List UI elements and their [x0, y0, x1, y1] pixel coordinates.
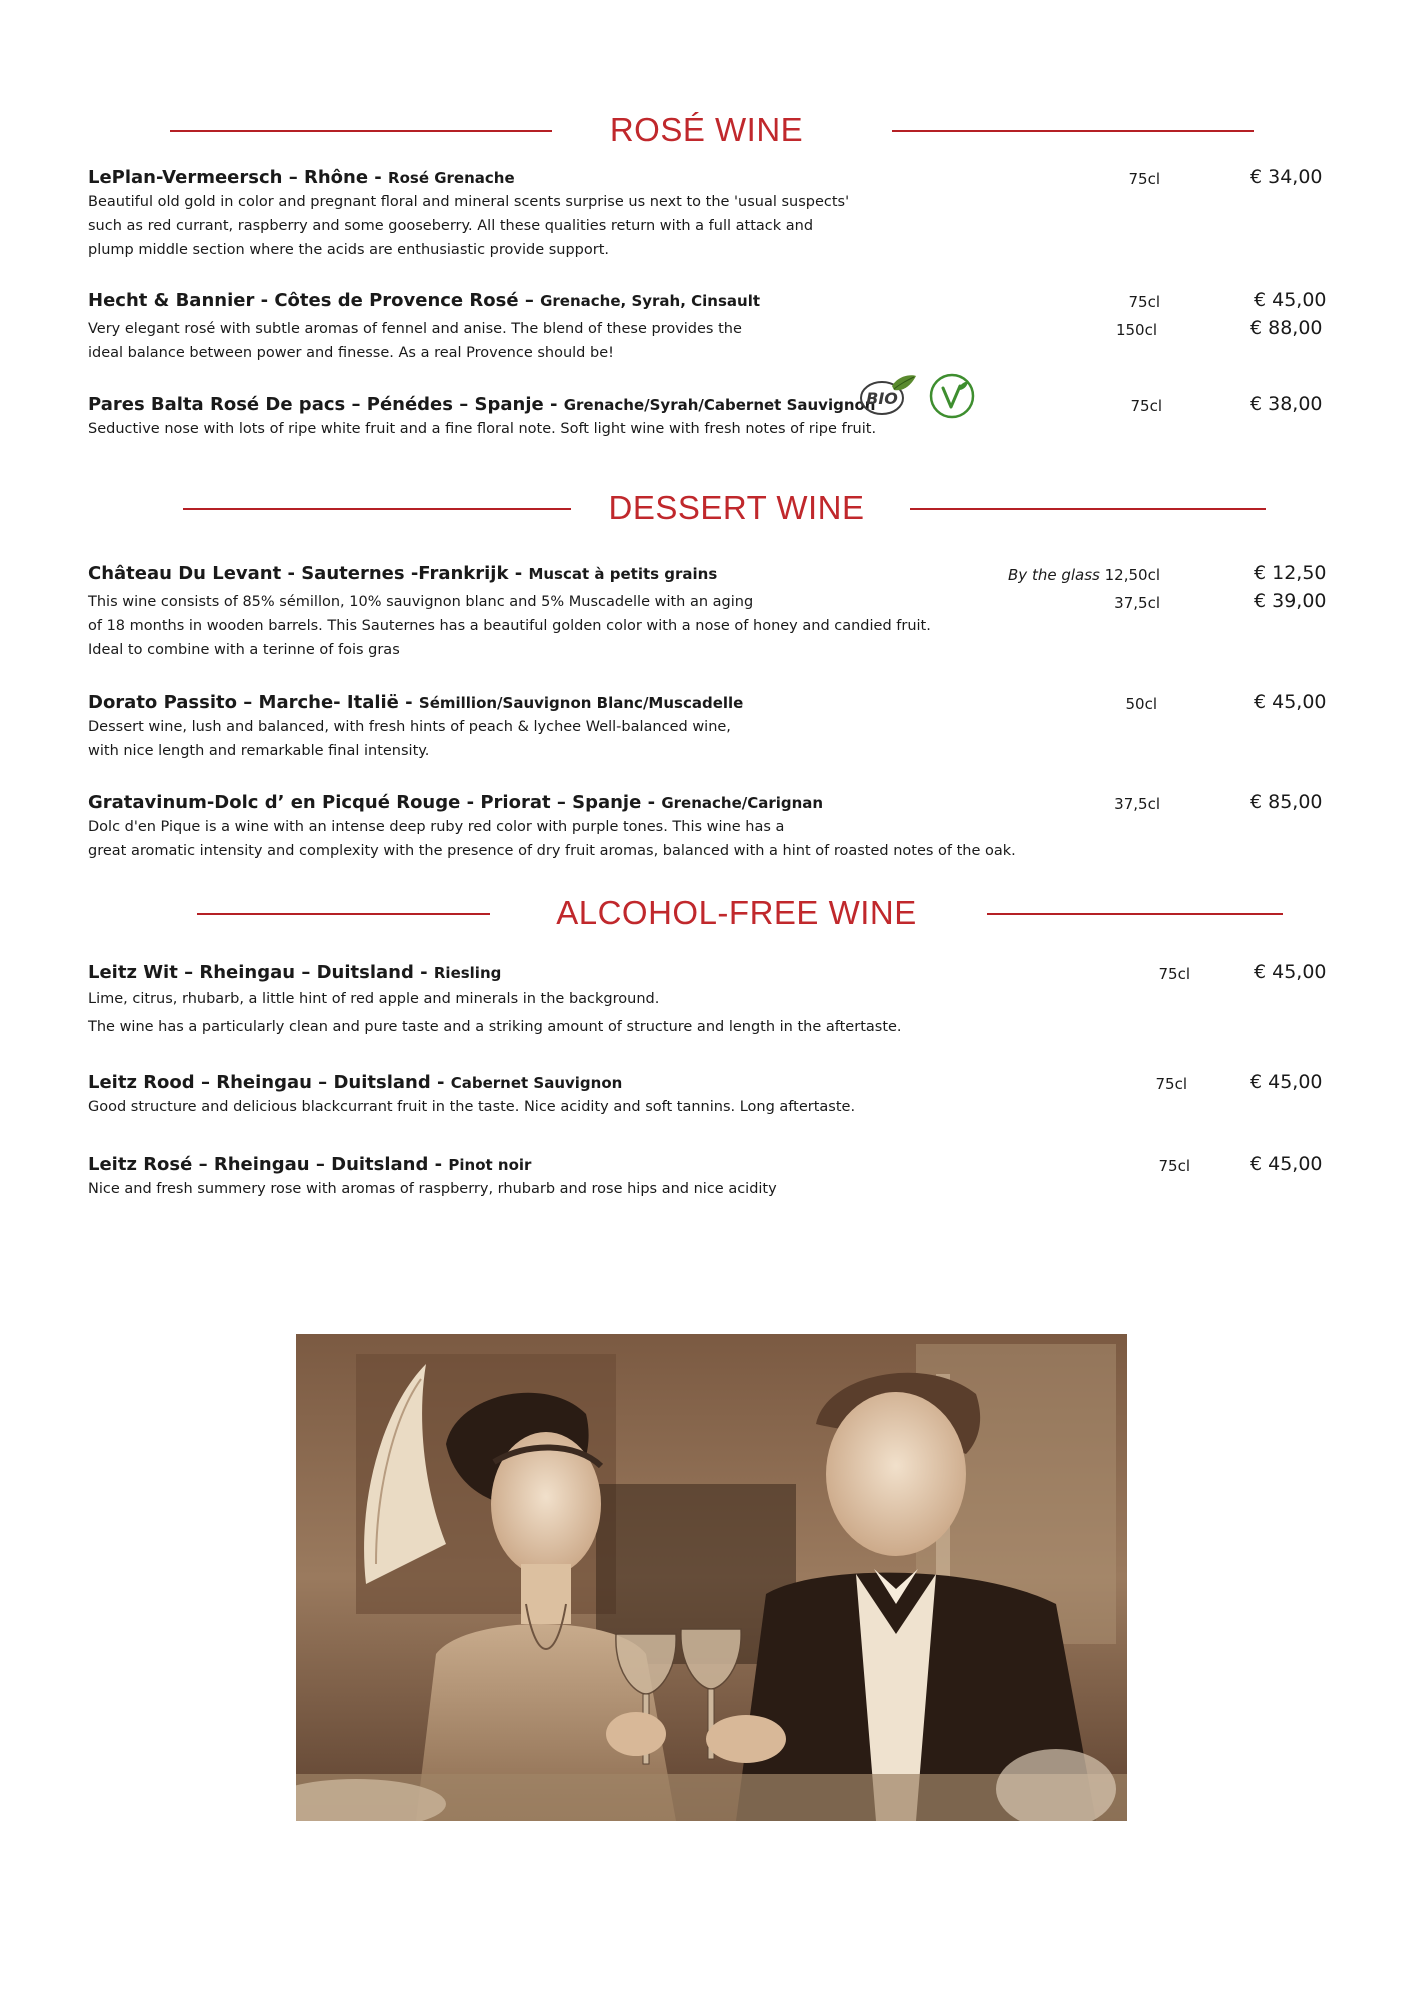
section-title-rose: ROSÉ WINE	[609, 111, 804, 148]
wine-grape: Riesling	[433, 964, 502, 982]
wine-grape: Grenache/Syrah/Cabernet Sauvignon	[563, 396, 876, 414]
wine-price: € 85,00	[1250, 791, 1323, 813]
section-title-alcohol-free: ALCOHOL-FREE WINE	[556, 894, 917, 931]
wine-name: Leitz Wit – Rheingau – Duitsland -	[88, 962, 434, 983]
vintage-couple-toast-photo	[296, 1334, 1127, 1821]
wine-description: Very elegant rosé with subtle aromas of fennel and anise. The blend of these provides the ideal balance between power and finesse. As a real Provence should be!	[88, 321, 742, 361]
wine-name: Leitz Rosé – Rheingau – Duitsland -	[88, 1154, 449, 1175]
wine-size: 37,5cl	[1114, 795, 1160, 813]
bio-leaf-icon	[858, 372, 918, 418]
by-the-glass-label: By the glass	[1008, 566, 1100, 584]
wine-size-glass: By the glass 12,50cl	[1008, 566, 1160, 584]
svg-text:V: V	[928, 372, 929, 373]
wine-name: Château Du Levant - Sauternes -Frankrijk -	[88, 563, 529, 584]
wine-price: € 38,00	[1250, 393, 1323, 415]
divider-right	[892, 130, 1254, 132]
wine-description: Nice and fresh summery rose with aromas of raspberry, rhubarb and rose hips and nice acidity	[88, 1181, 777, 1197]
wine-description: This wine consists of 85% sémillon, 10% sauvignon blanc and 5% Muscadelle with an aging of 18 months in wooden barrels. This Sauternes has a beautiful golden color with a nose of honey and candied fruit. Ideal to combine with a terinne of fois gras	[88, 594, 931, 658]
wine-price: € 45,00	[1254, 961, 1327, 983]
wine-grape: Sémillion/Sauvignon Blanc/Muscadelle	[418, 694, 744, 712]
wine-description: Seductive nose with lots of ripe white fruit and a fine floral note. Soft light wine with fresh notes of ripe fruit.	[88, 421, 877, 437]
wine-description: Dessert wine, lush and balanced, with fresh hints of peach & lychee Well-balanced wine, with nice length and remarkable final intensity.	[88, 719, 731, 759]
wine-size: 75cl	[1128, 293, 1160, 311]
wine-size: 75cl	[1155, 1075, 1187, 1093]
wine-description: Lime, citrus, rhubarb, a little hint of red apple and minerals in the background. The wine has a particularly clean and pure taste and a striking amount of structure and length in the aftertaste.	[88, 991, 902, 1035]
wine-size: 50cl	[1125, 695, 1157, 713]
section-header-rose	[0, 105, 1413, 155]
divider-right	[910, 508, 1266, 510]
divider-right	[987, 913, 1283, 915]
wine-size: 150cl	[1115, 321, 1157, 339]
wine-price: € 45,00	[1254, 289, 1327, 311]
section-header-dessert	[0, 483, 1413, 533]
wine-size: 75cl	[1158, 1157, 1190, 1175]
wine-name: Hecht & Bannier - Côtes de Provence Rosé –	[88, 290, 541, 311]
wine-grape: Grenache, Syrah, Cinsault	[540, 292, 761, 310]
wine-description: Good structure and delicious blackcurrant fruit in the taste. Nice acidity and soft tannins. Long aftertaste.	[88, 1099, 856, 1115]
wine-price: € 45,00	[1250, 1071, 1323, 1093]
wine-grape: Cabernet Sauvignon	[450, 1074, 623, 1092]
wine-description: Dolc d'en Pique is a wine with an intense deep ruby red color with purple tones. This wine has a great aromatic intensity and complexity with the presence of dry fruit aromas, balanced with a hint of roasted notes of the oak.	[88, 819, 1016, 859]
wine-description: Beautiful old gold in color and pregnant floral and mineral scents surprise us next to the 'usual suspects' such as red currant, raspberry and some gooseberry. All these qualities return with a full attack and plump middle section where the acids are enthusiastic provide support.	[88, 194, 850, 258]
wine-name: Dorato Passito – Marche- Italië -	[88, 692, 419, 713]
wine-name: Gratavinum-Dolc d’ en Picqué Rouge - Priorat – Spanje -	[88, 792, 662, 813]
vegan-v-icon	[928, 372, 976, 420]
wine-grape: Pinot noir	[448, 1156, 532, 1174]
wine-grape: Rosé Grenache	[388, 169, 515, 187]
wine-size: 37,5cl	[1114, 594, 1160, 612]
svg-text:BIO: BIO	[866, 389, 898, 408]
section-title-dessert: DESSERT WINE	[608, 489, 865, 526]
wine-size: 75cl	[1128, 170, 1160, 188]
wine-name: Leitz Rood – Rheingau – Duitsland -	[88, 1072, 451, 1093]
wine-price: € 45,00	[1250, 1153, 1323, 1175]
wine-price: € 88,00	[1250, 317, 1323, 339]
wine-grape: Grenache/Carignan	[661, 794, 824, 812]
wine-price: € 45,00	[1254, 691, 1327, 713]
wine-size: 75cl	[1130, 397, 1162, 415]
wine-size: 75cl	[1158, 965, 1190, 983]
section-header-alcohol-free	[0, 888, 1413, 938]
sepia-illustration	[296, 1334, 1127, 1821]
wine-name: Pares Balta Rosé De pacs – Pénédes – Spanje -	[88, 394, 564, 415]
wine-price: € 12,50	[1254, 562, 1327, 584]
wine-price: € 39,00	[1254, 590, 1327, 612]
wine-grape: Muscat à petits grains	[528, 565, 718, 583]
wine-name: LePlan-Vermeersch – Rhône -	[88, 167, 389, 188]
wine-price: € 34,00	[1250, 166, 1323, 188]
